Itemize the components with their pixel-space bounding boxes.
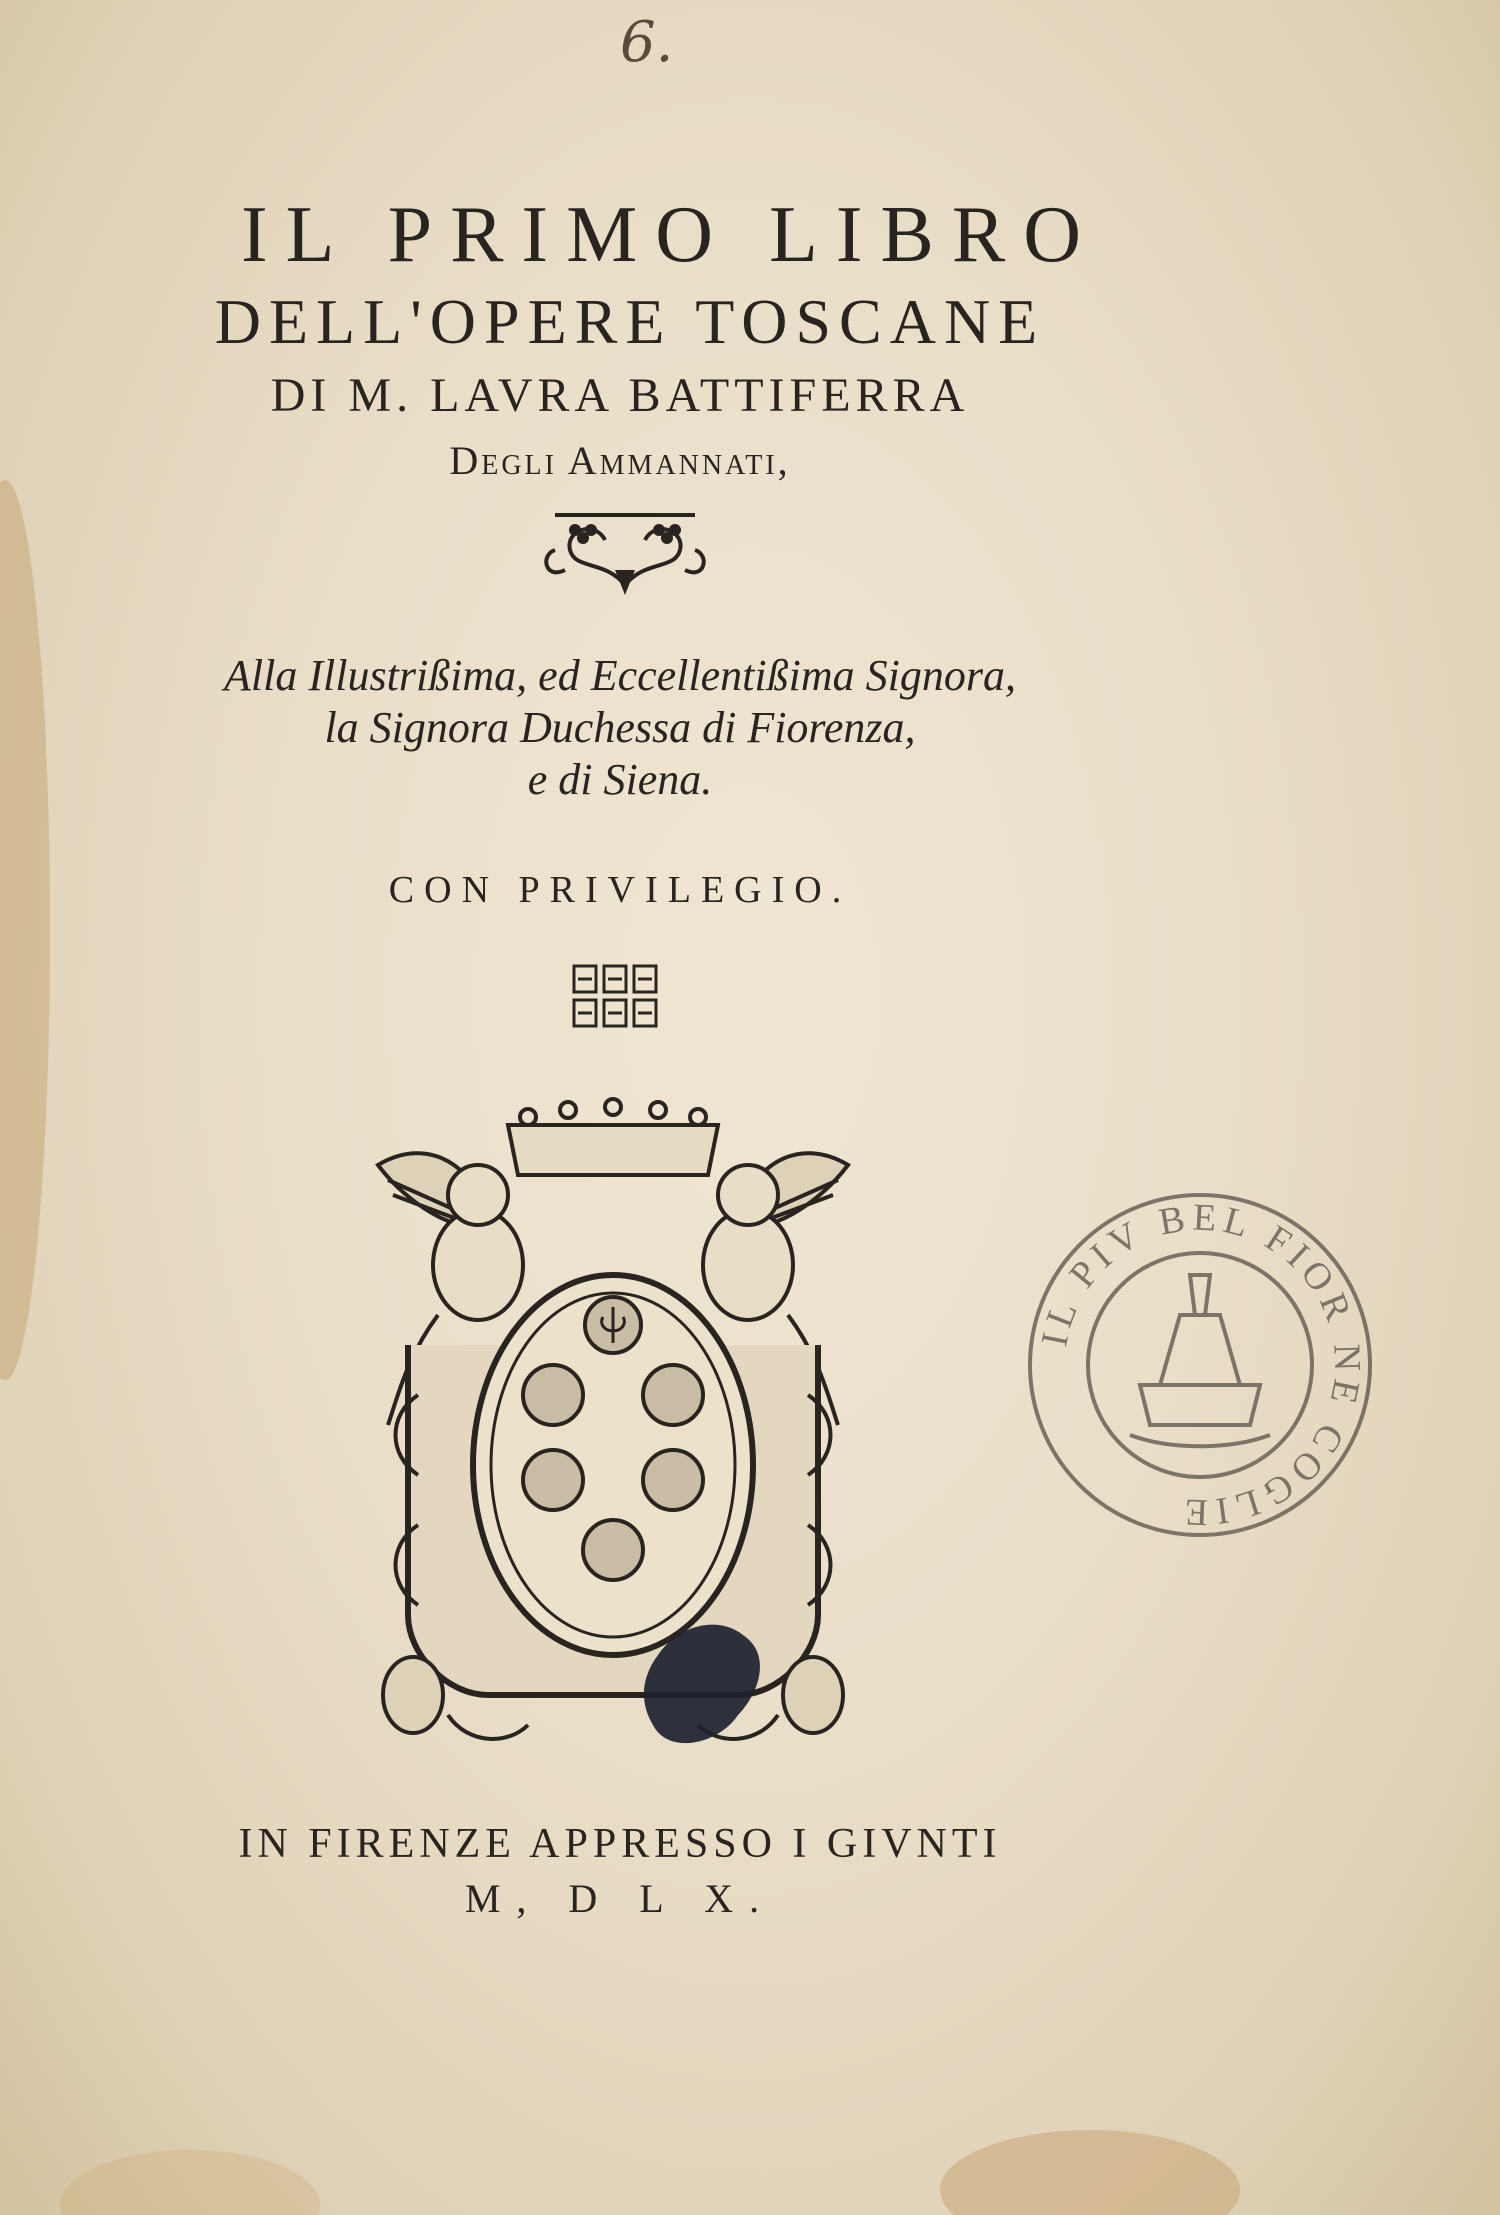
privilege-line: CON PRIVILEGIO. (388, 869, 852, 911)
fleuron-ornament (535, 500, 715, 600)
imprint-line-2: M, D L X. (464, 1876, 776, 1921)
medici-coat-of-arms (368, 1095, 858, 1755)
title-line-2: DELL'OPERE TOSCANE (214, 286, 1046, 357)
title-line-4: Degli Ammannati, (449, 438, 791, 483)
title-line-3: DI M. LAVRA BATTIFERRA (270, 369, 970, 422)
paper-stain-left (0, 480, 50, 1380)
dedication-line-1: Alla Illustrißima, ed Eccellentißima Signora, (224, 651, 1016, 700)
paper-stain-bottom-right (940, 2130, 1240, 2215)
shelf-number: 6. (620, 10, 674, 75)
dedication-line-2: la Signora Duchessa di Fiorenza, (324, 703, 916, 752)
stamp-text: IL PIV BEL FIOR NE COGLIE (1033, 1196, 1369, 1534)
title-line-1: IL PRIMO LIBRO (241, 191, 1099, 279)
printers-ornament (570, 962, 660, 1032)
imprint-line-1: IN FIRENZE APPRESSO I GIVNTI (238, 1821, 1002, 1867)
library-stamp (1020, 1185, 1380, 1545)
dedication-line-3: e di Siena. (527, 755, 713, 804)
paper-stain-bottom-left (60, 2150, 320, 2215)
